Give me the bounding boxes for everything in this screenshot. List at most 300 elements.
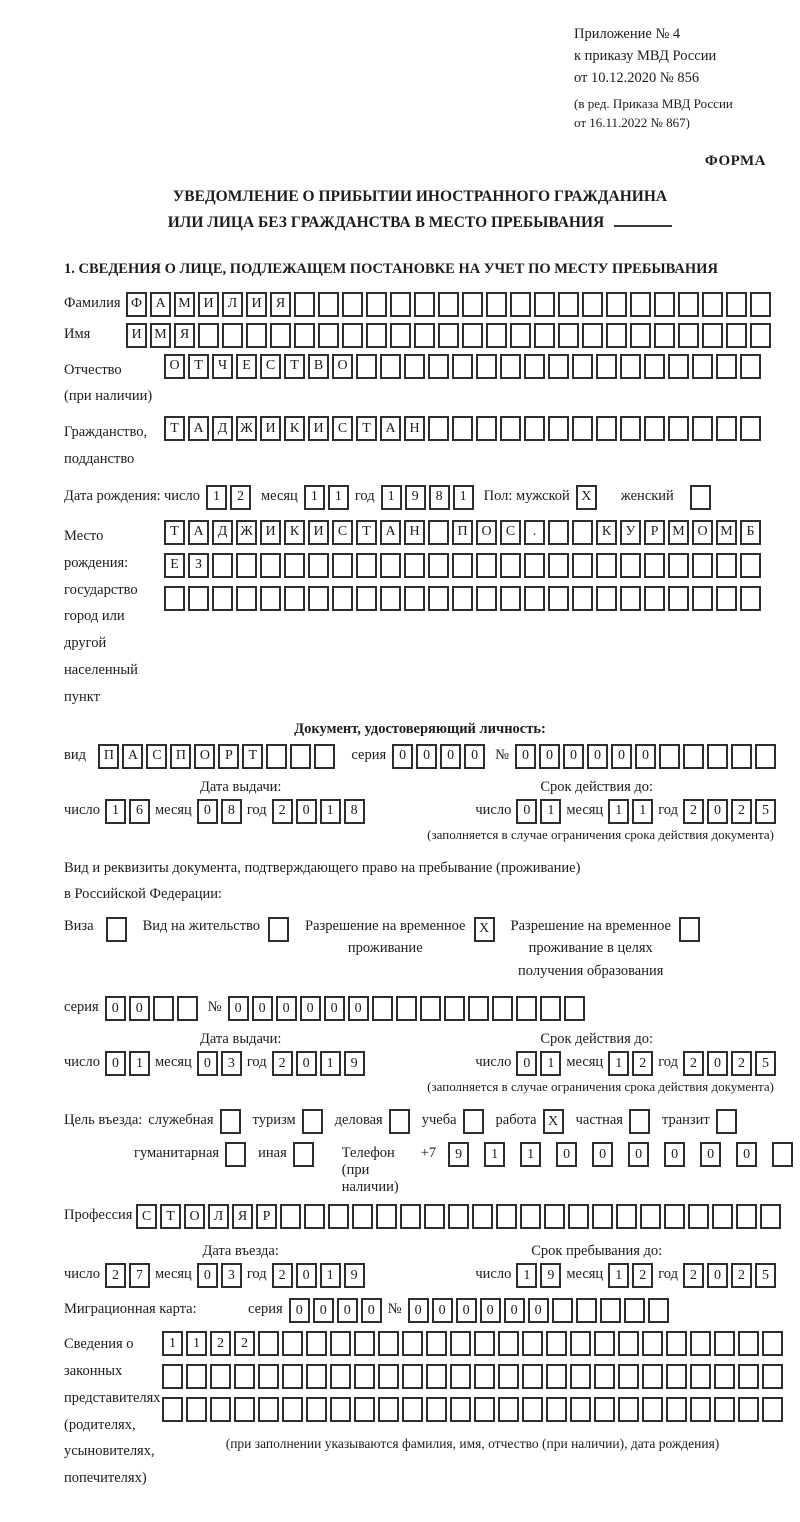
char-cell[interactable]	[462, 323, 483, 348]
char-cell[interactable]	[396, 996, 417, 1021]
char-cell[interactable]: Л	[208, 1204, 229, 1229]
char-cell[interactable]	[644, 586, 665, 611]
char-cell[interactable]	[596, 354, 617, 379]
char-cell[interactable]	[236, 586, 257, 611]
char-cell[interactable]: К	[284, 520, 305, 545]
char-cell[interactable]: 0	[197, 1051, 218, 1076]
char-cell[interactable]	[380, 354, 401, 379]
char-cell[interactable]: Ч	[212, 354, 233, 379]
char-cell[interactable]: А	[380, 520, 401, 545]
char-cell[interactable]	[736, 1204, 757, 1229]
char-cell[interactable]	[726, 323, 747, 348]
char-cell[interactable]	[552, 1298, 573, 1323]
char-cell[interactable]	[714, 1397, 735, 1422]
char-cell[interactable]	[716, 586, 737, 611]
char-cell[interactable]	[452, 354, 473, 379]
char-cell[interactable]	[522, 1397, 543, 1422]
char-cell[interactable]: 0	[592, 1142, 613, 1167]
char-cell[interactable]	[210, 1364, 231, 1389]
char-cell[interactable]: О	[476, 520, 497, 545]
char-cell[interactable]	[572, 553, 593, 578]
char-cell[interactable]: X	[543, 1109, 564, 1134]
char-cell[interactable]	[534, 292, 555, 317]
char-cell[interactable]	[450, 1397, 471, 1422]
char-cell[interactable]	[390, 323, 411, 348]
char-cell[interactable]: 0	[228, 996, 249, 1021]
char-cell[interactable]: 1	[608, 1263, 629, 1288]
char-cell[interactable]	[452, 586, 473, 611]
char-cell[interactable]: 0	[348, 996, 369, 1021]
char-cell[interactable]	[428, 520, 449, 545]
char-cell[interactable]: С	[260, 354, 281, 379]
char-cell[interactable]	[540, 996, 561, 1021]
char-cell[interactable]: 0	[628, 1142, 649, 1167]
char-cell[interactable]: Е	[164, 553, 185, 578]
char-cell[interactable]	[153, 996, 174, 1021]
char-cell[interactable]	[692, 354, 713, 379]
char-cell[interactable]	[738, 1364, 759, 1389]
char-cell[interactable]: 0	[296, 799, 317, 824]
char-cell[interactable]	[376, 1204, 397, 1229]
char-cell[interactable]	[640, 1204, 661, 1229]
char-cell[interactable]	[486, 323, 507, 348]
char-cell[interactable]: 6	[129, 799, 150, 824]
char-cell[interactable]	[284, 586, 305, 611]
char-cell[interactable]	[448, 1204, 469, 1229]
char-cell[interactable]: Л	[222, 292, 243, 317]
char-cell[interactable]	[258, 1364, 279, 1389]
char-cell[interactable]: М	[668, 520, 689, 545]
char-cell[interactable]	[520, 1204, 541, 1229]
char-cell[interactable]: П	[98, 744, 119, 769]
char-cell[interactable]	[690, 485, 711, 510]
char-cell[interactable]	[618, 1331, 639, 1356]
char-cell[interactable]: X	[474, 917, 495, 942]
char-cell[interactable]: 0	[456, 1298, 477, 1323]
char-cell[interactable]	[212, 586, 233, 611]
char-cell[interactable]: А	[188, 520, 209, 545]
char-cell[interactable]	[620, 586, 641, 611]
char-cell[interactable]	[548, 416, 569, 441]
char-cell[interactable]: Т	[164, 416, 185, 441]
char-cell[interactable]: .	[524, 520, 545, 545]
char-cell[interactable]	[558, 323, 579, 348]
char-cell[interactable]: 9	[344, 1051, 365, 1076]
char-cell[interactable]	[260, 586, 281, 611]
char-cell[interactable]: И	[308, 416, 329, 441]
char-cell[interactable]	[624, 1298, 645, 1323]
char-cell[interactable]	[620, 354, 641, 379]
char-cell[interactable]: 2	[731, 1263, 752, 1288]
char-cell[interactable]	[498, 1331, 519, 1356]
char-cell[interactable]: 0	[528, 1298, 549, 1323]
char-cell[interactable]: 2	[731, 1051, 752, 1076]
char-cell[interactable]: А	[188, 416, 209, 441]
char-cell[interactable]	[314, 744, 335, 769]
char-cell[interactable]	[762, 1331, 783, 1356]
char-cell[interactable]: 1	[328, 485, 349, 510]
char-cell[interactable]	[762, 1364, 783, 1389]
char-cell[interactable]	[750, 292, 771, 317]
char-cell[interactable]: Т	[160, 1204, 181, 1229]
char-cell[interactable]	[462, 292, 483, 317]
char-cell[interactable]	[428, 586, 449, 611]
char-cell[interactable]	[522, 1331, 543, 1356]
char-cell[interactable]: 2	[683, 799, 704, 824]
char-cell[interactable]	[548, 553, 569, 578]
char-cell[interactable]: А	[122, 744, 143, 769]
char-cell[interactable]	[500, 416, 521, 441]
char-cell[interactable]	[389, 1109, 410, 1134]
char-cell[interactable]	[106, 917, 127, 942]
char-cell[interactable]	[546, 1397, 567, 1422]
char-cell[interactable]: С	[146, 744, 167, 769]
char-cell[interactable]	[714, 1331, 735, 1356]
char-cell[interactable]	[600, 1298, 621, 1323]
char-cell[interactable]	[402, 1331, 423, 1356]
char-cell[interactable]: 1	[608, 1051, 629, 1076]
char-cell[interactable]	[246, 323, 267, 348]
char-cell[interactable]: С	[332, 416, 353, 441]
char-cell[interactable]: 1	[381, 485, 402, 510]
char-cell[interactable]	[564, 996, 585, 1021]
char-cell[interactable]: 0	[408, 1298, 429, 1323]
char-cell[interactable]: Т	[188, 354, 209, 379]
char-cell[interactable]	[293, 1142, 314, 1167]
char-cell[interactable]	[330, 1397, 351, 1422]
char-cell[interactable]: 2	[683, 1051, 704, 1076]
char-cell[interactable]	[268, 917, 289, 942]
char-cell[interactable]	[692, 586, 713, 611]
char-cell[interactable]	[524, 586, 545, 611]
char-cell[interactable]	[582, 323, 603, 348]
char-cell[interactable]: П	[452, 520, 473, 545]
char-cell[interactable]	[548, 586, 569, 611]
char-cell[interactable]	[618, 1397, 639, 1422]
char-cell[interactable]	[378, 1364, 399, 1389]
char-cell[interactable]	[690, 1364, 711, 1389]
char-cell[interactable]: 7	[129, 1263, 150, 1288]
char-cell[interactable]: 1	[206, 485, 227, 510]
char-cell[interactable]	[546, 1331, 567, 1356]
char-cell[interactable]	[404, 586, 425, 611]
char-cell[interactable]: 0	[556, 1142, 577, 1167]
char-cell[interactable]	[400, 1204, 421, 1229]
char-cell[interactable]: 0	[313, 1298, 334, 1323]
char-cell[interactable]	[618, 1364, 639, 1389]
char-cell[interactable]	[486, 292, 507, 317]
char-cell[interactable]: 0	[252, 996, 273, 1021]
char-cell[interactable]	[572, 520, 593, 545]
char-cell[interactable]	[666, 1331, 687, 1356]
char-cell[interactable]: 2	[632, 1263, 653, 1288]
char-cell[interactable]: И	[246, 292, 267, 317]
char-cell[interactable]	[258, 1331, 279, 1356]
char-cell[interactable]	[380, 553, 401, 578]
char-cell[interactable]	[654, 292, 675, 317]
char-cell[interactable]: 1	[516, 1263, 537, 1288]
char-cell[interactable]	[294, 323, 315, 348]
char-cell[interactable]: 0	[105, 1051, 126, 1076]
char-cell[interactable]	[576, 1298, 597, 1323]
char-cell[interactable]	[284, 553, 305, 578]
char-cell[interactable]: З	[188, 553, 209, 578]
char-cell[interactable]: 0	[480, 1298, 501, 1323]
char-cell[interactable]: 9	[405, 485, 426, 510]
char-cell[interactable]: Н	[404, 416, 425, 441]
char-cell[interactable]	[474, 1331, 495, 1356]
char-cell[interactable]: Ф	[126, 292, 147, 317]
char-cell[interactable]	[524, 354, 545, 379]
char-cell[interactable]	[318, 292, 339, 317]
char-cell[interactable]	[760, 1204, 781, 1229]
char-cell[interactable]	[188, 586, 209, 611]
char-cell[interactable]	[354, 1397, 375, 1422]
char-cell[interactable]: 0	[516, 799, 537, 824]
char-cell[interactable]	[498, 1397, 519, 1422]
char-cell[interactable]: И	[198, 292, 219, 317]
char-cell[interactable]: 0	[635, 744, 656, 769]
char-cell[interactable]: Р	[218, 744, 239, 769]
char-cell[interactable]: 8	[221, 799, 242, 824]
char-cell[interactable]: И	[126, 323, 147, 348]
char-cell[interactable]	[500, 553, 521, 578]
char-cell[interactable]	[630, 292, 651, 317]
char-cell[interactable]	[740, 553, 761, 578]
char-cell[interactable]	[225, 1142, 246, 1167]
char-cell[interactable]	[596, 553, 617, 578]
char-cell[interactable]: Б	[740, 520, 761, 545]
char-cell[interactable]: Я	[232, 1204, 253, 1229]
char-cell[interactable]	[644, 354, 665, 379]
char-cell[interactable]	[606, 323, 627, 348]
char-cell[interactable]	[678, 323, 699, 348]
char-cell[interactable]: 0	[516, 1051, 537, 1076]
char-cell[interactable]	[306, 1364, 327, 1389]
char-cell[interactable]: 1	[162, 1331, 183, 1356]
char-cell[interactable]: Р	[256, 1204, 277, 1229]
char-cell[interactable]: 0	[289, 1298, 310, 1323]
char-cell[interactable]: 0	[324, 996, 345, 1021]
char-cell[interactable]	[522, 1364, 543, 1389]
char-cell[interactable]	[568, 1204, 589, 1229]
char-cell[interactable]	[294, 292, 315, 317]
char-cell[interactable]	[342, 292, 363, 317]
char-cell[interactable]	[712, 1204, 733, 1229]
char-cell[interactable]: 2	[210, 1331, 231, 1356]
char-cell[interactable]: X	[576, 485, 597, 510]
char-cell[interactable]	[308, 553, 329, 578]
char-cell[interactable]	[282, 1364, 303, 1389]
char-cell[interactable]	[679, 917, 700, 942]
char-cell[interactable]	[266, 744, 287, 769]
char-cell[interactable]: 0	[361, 1298, 382, 1323]
char-cell[interactable]	[356, 586, 377, 611]
char-cell[interactable]: 9	[344, 1263, 365, 1288]
char-cell[interactable]	[570, 1364, 591, 1389]
char-cell[interactable]: Т	[242, 744, 263, 769]
char-cell[interactable]	[594, 1331, 615, 1356]
char-cell[interactable]: 5	[755, 1263, 776, 1288]
char-cell[interactable]: 2	[731, 799, 752, 824]
char-cell[interactable]	[366, 292, 387, 317]
char-cell[interactable]	[330, 1364, 351, 1389]
char-cell[interactable]	[683, 744, 704, 769]
char-cell[interactable]: 5	[755, 799, 776, 824]
char-cell[interactable]: 1	[320, 1051, 341, 1076]
char-cell[interactable]	[463, 1109, 484, 1134]
char-cell[interactable]: О	[332, 354, 353, 379]
char-cell[interactable]: 0	[300, 996, 321, 1021]
char-cell[interactable]	[476, 416, 497, 441]
char-cell[interactable]	[476, 553, 497, 578]
char-cell[interactable]	[452, 553, 473, 578]
char-cell[interactable]: 2	[632, 1051, 653, 1076]
char-cell[interactable]	[594, 1364, 615, 1389]
char-cell[interactable]: 2	[105, 1263, 126, 1288]
char-cell[interactable]	[177, 996, 198, 1021]
char-cell[interactable]: 2	[272, 1263, 293, 1288]
char-cell[interactable]	[438, 323, 459, 348]
char-cell[interactable]	[572, 416, 593, 441]
char-cell[interactable]	[516, 996, 537, 1021]
char-cell[interactable]: 1	[186, 1331, 207, 1356]
char-cell[interactable]: 0	[707, 1263, 728, 1288]
char-cell[interactable]	[234, 1397, 255, 1422]
char-cell[interactable]: 1	[520, 1142, 541, 1167]
char-cell[interactable]	[659, 744, 680, 769]
char-cell[interactable]: И	[260, 416, 281, 441]
char-cell[interactable]	[164, 586, 185, 611]
char-cell[interactable]: 0	[707, 1051, 728, 1076]
char-cell[interactable]: 0	[276, 996, 297, 1021]
char-cell[interactable]	[690, 1397, 711, 1422]
char-cell[interactable]	[738, 1331, 759, 1356]
char-cell[interactable]: 0	[700, 1142, 721, 1167]
char-cell[interactable]: 9	[540, 1263, 561, 1288]
char-cell[interactable]: 2	[272, 1051, 293, 1076]
char-cell[interactable]	[402, 1397, 423, 1422]
char-cell[interactable]: 0	[464, 744, 485, 769]
char-cell[interactable]: С	[500, 520, 521, 545]
char-cell[interactable]	[162, 1397, 183, 1422]
char-cell[interactable]: К	[596, 520, 617, 545]
char-cell[interactable]	[750, 323, 771, 348]
char-cell[interactable]	[304, 1204, 325, 1229]
char-cell[interactable]	[186, 1364, 207, 1389]
char-cell[interactable]: Т	[284, 354, 305, 379]
char-cell[interactable]	[620, 416, 641, 441]
char-cell[interactable]	[664, 1204, 685, 1229]
char-cell[interactable]	[260, 553, 281, 578]
char-cell[interactable]: 0	[707, 799, 728, 824]
char-cell[interactable]	[236, 553, 257, 578]
char-cell[interactable]	[450, 1364, 471, 1389]
char-cell[interactable]: 1	[129, 1051, 150, 1076]
char-cell[interactable]	[755, 744, 776, 769]
char-cell[interactable]: Я	[270, 292, 291, 317]
char-cell[interactable]	[644, 553, 665, 578]
char-cell[interactable]	[354, 1364, 375, 1389]
char-cell[interactable]	[642, 1331, 663, 1356]
char-cell[interactable]: 1	[320, 1263, 341, 1288]
char-cell[interactable]	[318, 323, 339, 348]
char-cell[interactable]	[616, 1204, 637, 1229]
char-cell[interactable]	[290, 744, 311, 769]
char-cell[interactable]	[496, 1204, 517, 1229]
char-cell[interactable]: Е	[236, 354, 257, 379]
char-cell[interactable]	[707, 744, 728, 769]
char-cell[interactable]	[452, 416, 473, 441]
char-cell[interactable]	[702, 323, 723, 348]
char-cell[interactable]	[426, 1364, 447, 1389]
char-cell[interactable]	[666, 1364, 687, 1389]
char-cell[interactable]: М	[174, 292, 195, 317]
char-cell[interactable]: 2	[272, 799, 293, 824]
char-cell[interactable]	[426, 1397, 447, 1422]
char-cell[interactable]	[716, 1109, 737, 1134]
char-cell[interactable]: П	[170, 744, 191, 769]
char-cell[interactable]: И	[308, 520, 329, 545]
char-cell[interactable]	[546, 1364, 567, 1389]
char-cell[interactable]	[306, 1331, 327, 1356]
char-cell[interactable]: 2	[234, 1331, 255, 1356]
char-cell[interactable]	[731, 744, 752, 769]
char-cell[interactable]: В	[308, 354, 329, 379]
char-cell[interactable]: 0	[440, 744, 461, 769]
char-cell[interactable]	[688, 1204, 709, 1229]
char-cell[interactable]: 5	[755, 1051, 776, 1076]
char-cell[interactable]	[572, 586, 593, 611]
char-cell[interactable]: 8	[344, 799, 365, 824]
char-cell[interactable]	[476, 586, 497, 611]
char-cell[interactable]	[524, 553, 545, 578]
char-cell[interactable]	[450, 1331, 471, 1356]
char-cell[interactable]	[592, 1204, 613, 1229]
char-cell[interactable]: 2	[683, 1263, 704, 1288]
char-cell[interactable]	[306, 1397, 327, 1422]
char-cell[interactable]: 0	[587, 744, 608, 769]
char-cell[interactable]	[630, 323, 651, 348]
char-cell[interactable]: 0	[296, 1263, 317, 1288]
char-cell[interactable]: А	[380, 416, 401, 441]
char-cell[interactable]: 9	[448, 1142, 469, 1167]
char-cell[interactable]	[762, 1397, 783, 1422]
char-cell[interactable]	[380, 586, 401, 611]
char-cell[interactable]: 0	[197, 799, 218, 824]
char-cell[interactable]	[282, 1331, 303, 1356]
char-cell[interactable]	[678, 292, 699, 317]
char-cell[interactable]	[162, 1364, 183, 1389]
char-cell[interactable]	[402, 1364, 423, 1389]
char-cell[interactable]	[582, 292, 603, 317]
char-cell[interactable]	[738, 1397, 759, 1422]
char-cell[interactable]	[372, 996, 393, 1021]
char-cell[interactable]: Т	[356, 520, 377, 545]
char-cell[interactable]	[692, 416, 713, 441]
char-cell[interactable]: 3	[221, 1051, 242, 1076]
char-cell[interactable]	[198, 323, 219, 348]
char-cell[interactable]	[510, 323, 531, 348]
char-cell[interactable]	[428, 416, 449, 441]
char-cell[interactable]: О	[164, 354, 185, 379]
char-cell[interactable]	[390, 292, 411, 317]
char-cell[interactable]	[328, 1204, 349, 1229]
char-cell[interactable]	[378, 1331, 399, 1356]
char-cell[interactable]	[570, 1397, 591, 1422]
char-cell[interactable]	[352, 1204, 373, 1229]
char-cell[interactable]	[572, 354, 593, 379]
